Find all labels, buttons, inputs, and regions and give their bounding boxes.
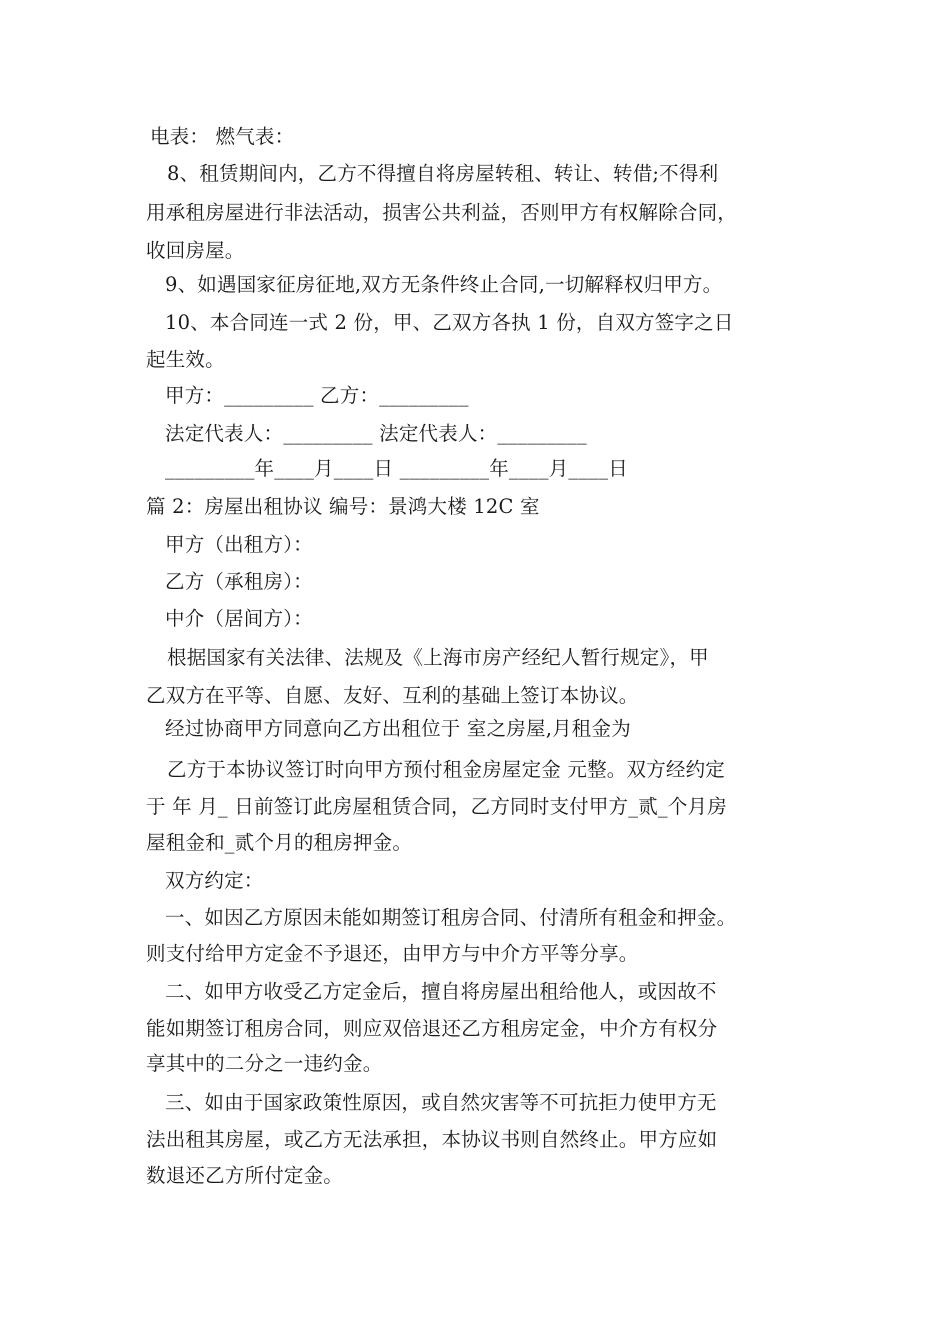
text-line: 屋租金和_贰个月的租房押金。: [146, 831, 413, 854]
text-line: 中介（居间方）：: [165, 607, 313, 630]
text-line: 经过协商甲方同意向乙方出租位于 室之房屋,月租金为: [165, 717, 631, 740]
text-line: 能如期签订租房合同，则应双倍退还乙方租房定金，中介方有权分: [146, 1017, 718, 1040]
text-line: 10、本合同连一式 2 份，甲、乙双方各执 1 份，自双方签字之日: [165, 311, 734, 334]
text-line: 乙方（承租房）：: [165, 570, 313, 593]
text-line: 于 年 月_ 日前签订此房屋租赁合同，乙方同时支付甲方_贰_个月房: [146, 795, 727, 818]
text-line: 乙方于本协议签订时向甲方预付租金房屋定金 元整。双方经约定: [167, 758, 725, 781]
text-line: 则支付给甲方定金不予退还，由甲方与中介方平等分享。: [146, 942, 639, 965]
text-line: 甲方：_________ 乙方：_________: [165, 384, 469, 407]
text-line: 用承租房屋进行非法活动，损害公共利益，否则甲方有权解除合同，: [146, 201, 738, 224]
text-line: 甲方（出租方）：: [165, 533, 313, 556]
text-line: 电表： 燃气表：: [150, 125, 295, 148]
text-line: 享其中的二分之一违约金。: [146, 1052, 383, 1075]
text-line: 乙双方在平等、自愿、友好、互利的基础上签订本协议。: [146, 684, 639, 707]
section-heading: 篇 2：房屋出租协议 编号：景鸿大楼 12C 室: [146, 495, 540, 518]
text-line: 9、如遇国家征房征地,双方无条件终止合同,一切解释权归甲方。: [165, 273, 723, 296]
text-line: 起生效。: [146, 348, 225, 371]
text-line: 法出租其房屋，或乙方无法承担，本协议书则自然终止。甲方应如: [146, 1128, 718, 1151]
text-line: 根据国家有关法律、法规及《上海市房产经纪人暂行规定》，甲: [167, 646, 709, 669]
text-line: 二、如甲方收受乙方定金后，擅自将房屋出租给他人，或因故不: [165, 980, 717, 1003]
text-line: 收回房屋。: [146, 239, 245, 262]
text-line: 数退还乙方所付定金。: [146, 1164, 344, 1187]
text-line: 法定代表人：_________ 法定代表人：_________: [165, 422, 587, 445]
text-line: 双方约定：: [165, 869, 264, 892]
text-line: 8、租赁期间内，乙方不得擅自将房屋转租、转让、转借;不得利: [167, 162, 719, 185]
text-line: 一、如因乙方原因未能如期签订租房合同、付清所有租金和押金。: [165, 906, 737, 929]
text-line: 三、如由于国家政策性原因，或自然灾害等不可抗拒力使甲方无: [165, 1091, 717, 1114]
text-line: _________年____月____日 _________年____月____日: [165, 457, 628, 480]
